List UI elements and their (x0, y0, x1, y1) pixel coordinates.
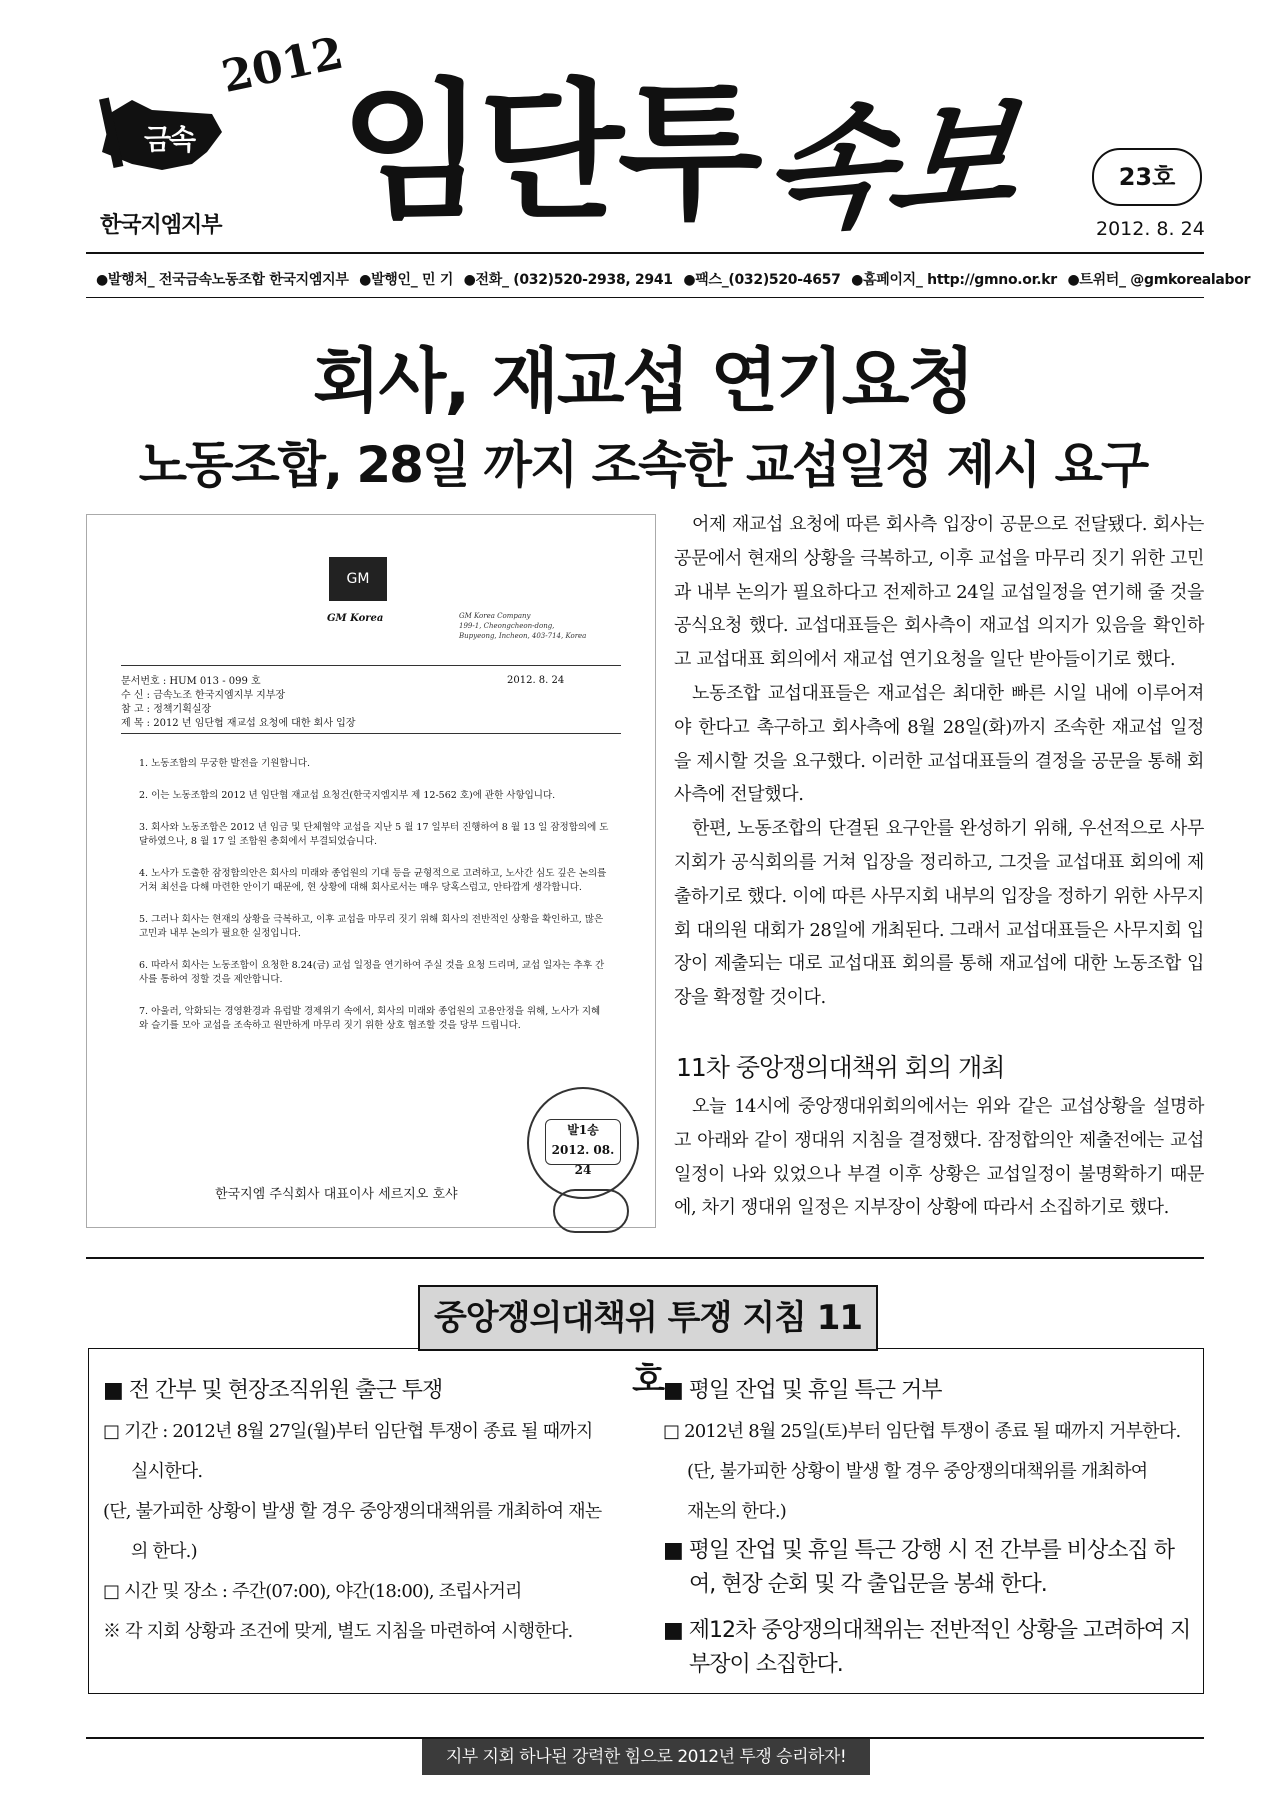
guideline-item-3 (663, 1614, 1193, 1682)
letter-company: GM Korea (327, 613, 384, 624)
address-line: 199-1, Cheongcheon-dong, (459, 622, 555, 630)
guideline-title: 중앙쟁의대책위 투쟁 지침 11호 (418, 1285, 878, 1351)
guideline-line: ■ 제12차 중앙쟁의대책위는 전반적인 상황을 고려하여 지 (663, 1618, 1191, 1643)
year: 2012 (217, 27, 348, 103)
issue-number: 23호 (1092, 148, 1202, 206)
letter-date: 2012. 8. 24 (507, 675, 565, 686)
guideline-line: □ 기간 : 2012년 8월 27일(월)부터 임단협 투쟁이 종료 될 때까지 (103, 1421, 593, 1442)
masthead-rule (86, 252, 1204, 254)
guideline-line: 부장이 소집한다. (689, 1652, 843, 1677)
guideline-line: 재논의 한다.) (687, 1501, 787, 1522)
doc-reference: 참 고 : 정책기획실장 (121, 704, 212, 715)
letter-paragraph: 1. 노동조합의 무궁한 발전을 기원합니다. (139, 758, 310, 769)
doc-subject: 제 목 : 2012 년 임단협 재교섭 요청에 대한 회사 입장 (121, 718, 356, 729)
letter-address (459, 611, 586, 641)
pubinfo-phone: ●전화_ (032)520-2938, 2941 (463, 272, 673, 288)
guideline-line: 여, 현장 순회 및 각 출입문을 봉쇄 한다. (689, 1572, 1047, 1597)
union-logo (92, 92, 232, 184)
letter-body (139, 757, 609, 1051)
masthead-subtitle: 속보 (755, 80, 1022, 252)
company-letter-image (86, 514, 656, 1228)
pubinfo-publisher: ●발행처_ 전국금속노동조합 한국지엠지부 (96, 272, 349, 288)
article-body (674, 508, 1204, 1015)
guideline-left-head: ■ 전 간부 및 현장조직위원 출근 투쟁 (103, 1378, 443, 1403)
article-paragraph: 한편, 노동조합의 단결된 요구안를 완성하기 위해, 우선적으로 사무지회가 공식회의를 거쳐 입장을 정리하고, 그것을 교섭대표 회의에 제출하기로 했다. 이에 따른 사무지회 내부의 입장을 정하기 위한 사무지회 대의원 대회가 28일에 개최된다. 그래서 교섭대표들은 사무지회 입장이 제출되는 대로 교섭대표 회의를 통해 재교섭에 대한 노동조합 입장을 확정할 것이다. (674, 818, 1204, 1009)
letter-paragraph: 5. 그러나 회사는 현재의 상황을 극복하고, 이후 교섭을 마무리 짓기 위해 회사의 전반적인 상황을 확인하고, 많은 고민과 내부 논의가 필요한 실정입니다. (139, 914, 604, 939)
doc-number: 문서번호 : HUM 013 - 099 호 (121, 676, 261, 687)
article-sub-body (674, 1090, 1204, 1225)
letter-paragraph: 6. 따라서 회사는 노동조합이 요청한 8.24(금) 교섭 일정을 연기하여 주실 것을 요청 드리며, 교섭 일자는 추후 간사를 통하여 정할 것을 제안합니다. (139, 960, 605, 985)
guideline-line: (단, 불가피한 상황이 발생 할 경우 중앙쟁의대책위를 개최하여 재논 (103, 1501, 602, 1522)
doc-recipient: 수 신 : 금속노조 한국지엠지부 지부장 (121, 690, 286, 701)
stamp-label: 발1송 (567, 1123, 599, 1137)
article-subhead: 11차 중앙쟁의대책위 회의 개최 (676, 1053, 1005, 1082)
branch-name: 한국지엠지부 (100, 213, 222, 238)
guideline-right-head: ■ 평일 잔업 및 휴일 특근 거부 (663, 1378, 942, 1403)
logo-text: 금속 (144, 123, 195, 156)
letter-signature: 한국지엠 주식회사 대표이사 세르지오 호샤 (215, 1187, 458, 1202)
letter-paragraph: 7. 아울러, 악화되는 경영환경과 유럽발 경제위기 속에서, 회사의 미래와 종업원의 고용안정을 위해, 노사가 지혜와 슬기를 모아 교섭을 조속하고 원만하게 마무리 짓기 위한 상호 협조할 것을 당부 드립니다. (139, 1006, 601, 1031)
guideline-line: 의 한다.) (131, 1541, 197, 1562)
pubinfo-twitter: ●트위터_ @gmkorealabor (1067, 272, 1251, 288)
guideline-item-2 (663, 1534, 1193, 1602)
letter-rule (121, 733, 621, 734)
article-paragraph: 노동조합 교섭대표들은 재교섭은 최대한 빠른 시일 내에 이루어져야 한다고 촉구하고 회사측에 8월 28일(화)까지 조속한 재교섭 일정을 제시할 것을 요구했다. 이러한 교섭대표들의 결정을 공문을 통해 회사측에 전달했다. (674, 682, 1204, 806)
article-paragraph: 오늘 14시에 중앙쟁대위회의에서는 위와 같은 교섭상황을 설명하고 아래와 같이 쟁대위 지침을 결정했다. 잠정합의안 제출전에는 교섭일정이 나와 있었으나 부결 이후 상황은 교섭일정이 불명확하기 때문에, 차기 쟁대위 일정은 지부장이 상황에 따라서 소집하기로 했다. (674, 1096, 1204, 1219)
receipt-stamp (527, 1087, 639, 1199)
footer-slogan: 지부 지회 하나된 강력한 힘으로 2012년 투쟁 승리하자! (422, 1739, 870, 1775)
guideline-line: ※ 각 지회 상황과 조건에 맞게, 별도 지침을 마련하여 시행한다. (103, 1621, 573, 1642)
guideline-line: □ 시간 및 장소 : 주간(07:00), 야간(18:00), 조립사거리 (103, 1581, 522, 1602)
masthead-title: 임단투 (340, 66, 757, 240)
letter-paragraph: 4. 노사가 도출한 잠정합의안은 회사의 미래와 종업원의 기대 등을 균형적으로 고려하고, 노사간 심도 깊은 논의를 거쳐 최선을 다해 마련한 안이기 때문에, 현 상황에 대해 회사로서는 매우 당혹스럽고, 안타깝게 생각합니다. (139, 868, 607, 893)
guideline-line: □ 2012년 8월 25일(토)부터 임단협 투쟁이 종료 될 때까지 거부한다. (663, 1421, 1181, 1442)
letter-paragraph: 3. 회사와 노동조합은 2012 년 임금 및 단체협약 교섭을 지난 5 월 17 일부터 진행하여 8 월 13 일 잠정합의에 도달하였으나, 8 월 17 일 조합원 총회에서 부결되었습니다. (139, 822, 609, 847)
guideline-line: (단, 불가피한 상황이 발생 할 경우 중앙쟁의대책위를 개최하여 (687, 1461, 1148, 1482)
letter-rule (121, 665, 621, 666)
stamp-date: 2012. 08. 24 (551, 1143, 615, 1177)
guideline-left (103, 1373, 643, 1652)
address-line: Bupyeong, Incheon, 403-714, Korea (459, 632, 587, 640)
stamp-inner (545, 1119, 621, 1177)
pubinfo-fax: ●팩스_(032)520-4657 (683, 272, 841, 288)
guideline-right (663, 1373, 1193, 1682)
gm-logo: GM (329, 557, 387, 601)
headline-sub: 노동조합, 28일 까지 조속한 교섭일정 제시 요구 (138, 436, 1148, 494)
seal-stamp (553, 1189, 629, 1233)
letter-paragraph: 2. 이는 노동조합의 2012 년 임단협 재교섭 요청건(한국지엠지부 제 12-562 호)에 관한 사항입니다. (139, 790, 556, 801)
publisher-info (96, 269, 1256, 289)
pubinfo-homepage: ●홈페이지_ http://gmno.or.kr (851, 272, 1057, 288)
letter-meta (121, 675, 356, 731)
pubinfo-issuer: ●발행인_ 민 기 (359, 272, 454, 288)
guideline-line: 실시한다. (131, 1461, 203, 1482)
pubinfo-rule (86, 297, 1204, 298)
section-rule (86, 1257, 1204, 1259)
address-line: GM Korea Company (459, 612, 531, 620)
guideline-line: ■ 평일 잔업 및 휴일 특근 강행 시 전 간부를 비상소집 하 (663, 1538, 1175, 1563)
article-paragraph: 어제 재교섭 요청에 따른 회사측 입장이 공문으로 전달됐다. 회사는 공문에서 현재의 상황을 극복하고, 이후 교섭을 마무리 짓기 위한 고민과 내부 논의가 필요하다고 전제하고 24일 교섭일정을 연기해 줄 것을 공식요청 했다. 교섭대표들은 회사측이 재교섭 의지가 있음을 확인하고 교섭대표 회의에서 재교섭 연기요청을 일단 받아들이기로 했다. (674, 514, 1204, 671)
issue-date: 2012. 8. 24 (1096, 218, 1205, 240)
headline-main: 회사, 재교섭 연기요청 (313, 340, 973, 422)
